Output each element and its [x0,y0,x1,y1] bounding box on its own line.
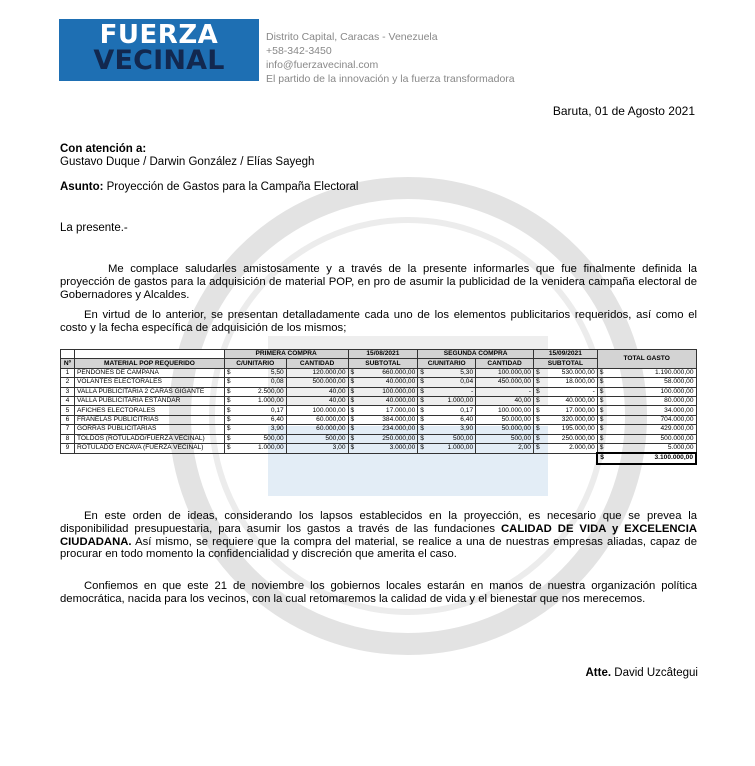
table-row [61,443,697,453]
currency-symbol: $ [599,368,604,376]
row-number [61,378,75,387]
currency-symbol: $ [420,415,424,423]
cell-value: 320.000,00 [561,415,595,423]
row-total [597,443,696,453]
cell-value: 120.000,00 [312,368,346,376]
empty-cell [224,453,286,463]
table-corner [61,350,75,359]
greeting: La presente.- [60,222,128,234]
column-header: CANTIDAD [286,359,348,368]
amount-cell [224,368,286,377]
cell-value: 0,08 [270,378,284,386]
currency-symbol: $ [420,368,424,376]
cell-value: 1 [65,368,70,376]
cell-value: 500,00 [510,434,531,442]
empty-cell [61,453,75,463]
currency-symbol: $ [226,387,231,395]
party-logo [59,19,259,81]
amount-cell [418,443,476,453]
currency-symbol: $ [226,434,231,442]
table-group-header-row [61,350,697,359]
total-header: TOTAL GASTO [597,350,696,369]
currency-symbol: $ [599,415,604,423]
currency-symbol: $ [535,444,540,452]
row-number [61,434,75,443]
cell-value: 0,04 [460,378,474,386]
amount-cell [533,406,597,415]
cell-value: FRANELAS PUBLICITRIAS [76,415,159,423]
contact-address: Distrito Capital, Caracas - Venezuela [266,31,438,43]
currency-symbol: $ [350,406,355,414]
currency-symbol: $ [599,387,604,395]
currency-symbol: $ [350,444,355,452]
material-name [74,434,224,443]
currency-symbol: $ [420,444,424,452]
amount-cell [348,425,418,434]
cell-value: 195.000,00 [561,425,595,433]
cell-value: 50.000,00 [501,425,531,433]
table-blank-header [74,350,224,359]
currency-symbol: $ [350,378,355,386]
attention-label: Con atención a: [60,143,147,155]
cell-value: 2.000,00 [569,444,595,452]
currency-symbol: $ [599,434,604,442]
amount-cell [348,368,418,377]
cell-value: 5 [65,406,70,414]
material-name [74,415,224,424]
cell-value: 100.000,00 [312,406,346,414]
cell-value: - [528,387,531,395]
row-total [597,368,696,377]
cell-value: 40.000,00 [385,378,416,386]
cell-value: 1.190.000,00 [654,368,694,376]
cell-value: 1.000,00 [447,444,474,452]
cell-value: 17.000,00 [385,406,416,414]
currency-symbol: $ [226,397,231,405]
cell-value: 1.000,00 [258,444,284,452]
cell-value: 704.000,00 [660,415,694,423]
currency-symbol: $ [226,406,231,414]
cell-value: 250.000,00 [382,434,416,442]
currency-symbol: $ [226,415,231,423]
contact-slogan: El partido de la innovación y la fuerza transformadora [266,73,515,85]
amount-cell [348,396,418,405]
column-header: CANTIDAD [476,359,534,368]
cell-value: 660.000,00 [382,368,416,376]
paragraph-3-text-1: En este orden de ideas, considerando los lapsos establecidos en la proyección, es necesario que se prevea la disponibilidad presupuestaria, para asumir los gastos a través de las fundaciones [60,510,697,535]
amount-cell [418,368,476,377]
cell-value: 3,00 [332,444,346,452]
cell-value: 2,00 [518,444,531,452]
paragraph-4 [60,580,697,606]
currency-symbol: $ [599,425,604,433]
row-total [597,415,696,424]
letter-date: Baruta, 01 de Agosto 2021 [552,104,695,118]
empty-cell [418,453,476,463]
table-row [61,434,697,443]
first-purchase-header: PRIMERA COMPRA [224,350,348,359]
currency-symbol: $ [226,425,231,433]
currency-symbol: $ [226,368,231,376]
material-name [74,387,224,396]
currency-symbol: $ [535,368,540,376]
row-number [61,396,75,405]
cell-value: 500,00 [452,434,474,442]
paragraph-2-text: En virtud de lo anterior, se presentan detalladamente cada uno de los elementos publicitarios requeridos, así como el costo y la fecha específica de adquisición de los mismos; [60,309,697,334]
paragraph-3-text-2: Así mismo, se requiere que la compra del material, se realice a una de nuestras empresas aliadas, capaz de procurar en todo momento la confidencialidad y discreción que amerita el caso. [60,535,697,561]
cell-value: 3 [65,387,70,395]
cell-value: AFICHES ELECTORALES [76,406,156,414]
cell-value: 18.000,00 [565,378,595,386]
logo-line-1: FUERZA [99,20,219,50]
quantity-cell [286,387,348,396]
second-purchase-header: SEGUNDA COMPRA [418,350,534,359]
column-header: Nº [61,359,75,368]
amount-cell [533,425,597,434]
cell-value: - [592,387,595,395]
cell-value: 6,40 [270,415,284,423]
currency-symbol: $ [350,434,355,442]
empty-cell [74,453,224,463]
empty-cell [476,453,534,463]
currency-symbol: $ [599,397,604,405]
material-name [74,406,224,415]
cell-value: VALLA PUBLICITARIA ESTÁNDAR [76,397,181,405]
column-header: SUBTOTAL [533,359,597,368]
currency-symbol: $ [420,387,424,395]
amount-cell [418,415,476,424]
quantity-cell [286,396,348,405]
row-total [597,406,696,415]
cell-value: 1.000,00 [447,397,474,405]
currency-symbol: $ [535,406,540,414]
cell-value: 9 [65,444,70,452]
currency-symbol: $ [535,387,540,395]
currency-symbol: $ [350,368,355,376]
empty-cell [286,453,348,463]
quantity-cell [286,378,348,387]
amount-cell [418,425,476,434]
amount-cell [224,406,286,415]
quantity-cell [476,387,534,396]
quantity-cell [286,415,348,424]
amount-cell [533,434,597,443]
cell-value: ROTULADO ENCAVA (FUERZA VECINAL) [76,444,204,452]
cell-value: 40.000,00 [385,397,416,405]
subject-label: Asunto: [60,181,104,193]
quantity-cell [286,443,348,453]
currency-symbol: $ [420,406,424,414]
amount-cell [224,415,286,424]
paragraph-4-text: Confiemos en que este 21 de noviembre los gobiernos locales estarán en manos de nuestra organización política democrática, nacida para los vecinos, con la cual retomaremos la calidad de vida y el bienestar que nos merecemos. [60,580,697,605]
first-purchase-date: 15/08/2021 [348,350,418,359]
currency-symbol: $ [350,425,355,433]
quantity-cell [476,425,534,434]
amount-cell [224,387,286,396]
quantity-cell [286,425,348,434]
cell-value: 50.000,00 [501,415,531,423]
currency-symbol: $ [535,425,540,433]
quantity-cell [286,368,348,377]
cell-value: 100.000,00 [497,368,531,376]
cell-value: VALLA PUBLICITARIA 2 CARAS GIGANTE [76,387,205,395]
amount-cell [533,378,597,387]
cell-value: 58.000,00 [664,378,694,386]
grand-total [597,453,696,463]
row-number [61,368,75,377]
amount-cell [533,396,597,405]
cell-value: VOLANTES ELECTORALES [76,378,162,386]
amount-cell [348,378,418,387]
signature [586,667,699,679]
foundations-names: CALIDAD DE VIDA y EXCELENCIA CIUDADANA. [60,522,697,548]
paragraph-1-text: Me complace saludarles amistosamente y a través de la presente informarles que fue finalmente definida la proyección de gastos para la adquisición de material POP, en pro de asumir la publicidad de la venidera campaña electoral de Gobernadores y Alcaldes. [60,263,697,301]
cell-value: 5,30 [460,368,474,376]
cell-value: 6,40 [460,415,474,423]
amount-cell [418,434,476,443]
quantity-cell [476,378,534,387]
currency-symbol: $ [420,397,424,405]
amount-cell [348,415,418,424]
currency-symbol: $ [420,425,424,433]
cell-value: 40.000,00 [565,397,595,405]
cell-value: 3,90 [460,425,474,433]
cell-value: 4 [65,397,70,405]
attention-names: Gustavo Duque / Darwin González / Elías Sayegh [60,156,315,168]
cell-value: 3.100.000,00 [654,454,693,462]
logo-line-2: VECINAL [93,45,225,76]
table-row [61,368,697,377]
cell-value: 500,00 [325,434,346,442]
cell-value: 500.000,00 [312,378,346,386]
quantity-cell [286,406,348,415]
cell-value: 530.000,00 [561,368,595,376]
amount-cell [224,434,286,443]
quantity-cell [476,434,534,443]
row-total [597,378,696,387]
row-number [61,415,75,424]
material-name [74,378,224,387]
table-row [61,387,697,396]
quantity-cell [476,368,534,377]
quantity-cell [476,415,534,424]
currency-symbol: $ [350,415,355,423]
attention-block [60,143,314,169]
currency-symbol: $ [599,406,604,414]
amount-cell [224,443,286,453]
currency-symbol: $ [420,378,424,386]
cell-value: - [470,387,474,395]
column-header: C/UNITARIO [224,359,286,368]
empty-cell [533,453,597,463]
cell-value: 0,17 [460,406,474,414]
cell-value: 500.000,00 [660,434,694,442]
currency-symbol: $ [350,397,355,405]
amount-cell [418,406,476,415]
amount-cell [533,368,597,377]
table-body [61,368,697,463]
currency-symbol: $ [226,444,231,452]
cell-value: 384.000,00 [382,415,416,423]
amount-cell [418,387,476,396]
row-total [597,387,696,396]
cell-value: 450.000,00 [497,378,531,386]
cell-value: 5.000,00 [667,444,694,452]
currency-symbol: $ [599,378,604,386]
cell-value: 8 [65,434,70,442]
cell-value: 3.000,00 [389,444,416,452]
currency-symbol: $ [535,434,540,442]
amount-cell [348,406,418,415]
quantity-cell [286,434,348,443]
row-number [61,406,75,415]
cell-value: 100.000,00 [497,406,531,414]
cell-value: 40,00 [328,387,346,395]
cell-value: 5,50 [270,368,284,376]
cell-value: TOLDOS (ROTULADO/FUERZA VECINAL) [76,434,205,442]
currency-symbol: $ [599,444,604,452]
signature-label: Atte. [585,667,612,679]
row-total [597,434,696,443]
amount-cell [348,387,418,396]
quantity-cell [476,443,534,453]
currency-symbol: $ [600,454,604,462]
column-header: C/UNITARIO [418,359,476,368]
row-total [597,425,696,434]
table-row [61,415,697,424]
paragraph-2 [60,309,697,335]
contact-email: info@fuerzavecinal.com [266,59,379,71]
cell-value: 234.000,00 [382,425,416,433]
currency-symbol: $ [535,397,540,405]
column-header: MATERIAL POP REQUERIDO [74,359,224,368]
amount-cell [418,396,476,405]
cell-value: PENDONES DE CAMPAÑA [76,368,159,376]
subject-text: Proyección de Gastos para la Campaña Electoral [103,181,359,193]
currency-symbol: $ [226,378,231,386]
cell-value: 60.000,00 [316,425,346,433]
material-name [74,396,224,405]
empty-cell [348,453,418,463]
quantity-cell [476,406,534,415]
material-name [74,443,224,453]
amount-cell [533,443,597,453]
row-number [61,443,75,453]
contact-phone: +58-342-3450 [266,45,332,57]
cell-value: 80.000,00 [664,397,694,405]
amount-cell [533,415,597,424]
cell-value: 6 [65,415,70,423]
contact-info [266,30,515,86]
cell-value: 100.000,00 [382,387,416,395]
cell-value: 100.000,00 [660,387,694,395]
grand-total-row [61,453,697,463]
table-row [61,396,697,405]
cell-value: 3,90 [270,425,284,433]
column-header: SUBTOTAL [348,359,418,368]
second-purchase-date: 15/09/2021 [533,350,597,359]
amount-cell [224,378,286,387]
table-row [61,378,697,387]
currency-symbol: $ [350,387,355,395]
cell-value: 17.000,00 [565,406,595,414]
cell-value: 34.000,00 [664,406,694,414]
row-number [61,387,75,396]
material-name [74,368,224,377]
material-name [74,425,224,434]
paragraph-3 [60,510,697,561]
currency-symbol: $ [420,434,424,442]
cell-value: 2.500,00 [258,387,284,395]
cell-value: GORRAS PUBLICITARIAS [76,425,157,433]
cell-value: 500,00 [263,434,284,442]
amount-cell [224,425,286,434]
currency-symbol: $ [535,378,540,386]
cost-table [60,349,697,465]
cell-value: 2 [65,378,70,386]
signature-name: David Uzcâtegui [611,667,698,679]
amount-cell [348,443,418,453]
table-row [61,425,697,434]
row-number [61,425,75,434]
quantity-cell [476,396,534,405]
amount-cell [533,387,597,396]
cell-value: 429.000,00 [660,425,694,433]
cell-value: 250.000,00 [561,434,595,442]
paragraph-1 [60,263,697,301]
amount-cell [418,378,476,387]
row-total [597,396,696,405]
cell-value: 1.000,00 [258,397,284,405]
cell-value: 40,00 [514,397,531,405]
amount-cell [348,434,418,443]
cell-value: 60.000,00 [316,415,346,423]
cell-value: 40,00 [328,397,346,405]
cell-value: 0,17 [270,406,284,414]
amount-cell [224,396,286,405]
table-row [61,406,697,415]
currency-symbol: $ [535,415,540,423]
cell-value: 7 [65,425,70,433]
subject-line [60,181,359,194]
